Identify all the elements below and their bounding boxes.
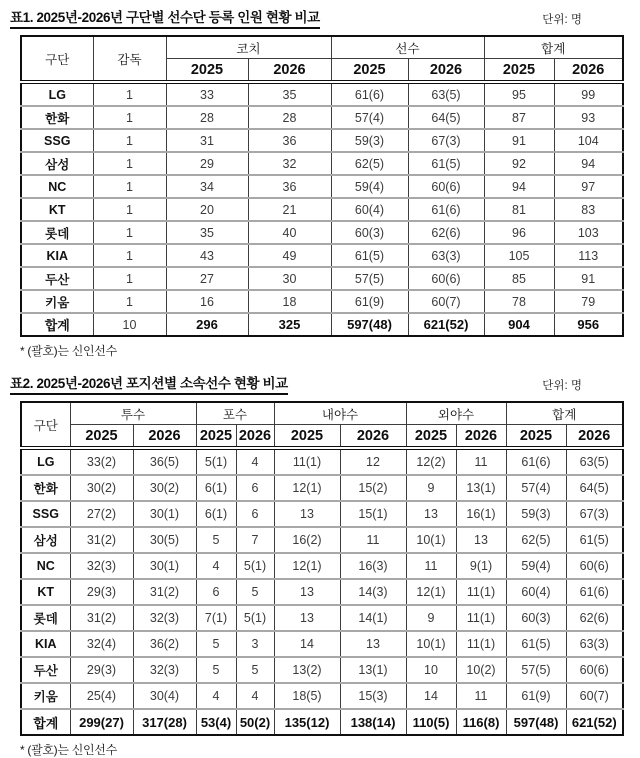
value-cell: 30(5) [133, 527, 196, 553]
team-name-cell: 한화 [21, 106, 93, 129]
value-cell: 1 [93, 129, 166, 152]
value-cell: 1 [93, 244, 166, 267]
value-cell: 61(5) [408, 152, 484, 175]
value-cell: 93 [554, 106, 623, 129]
value-cell: 11(1) [456, 605, 506, 631]
year-header: 2026 [236, 425, 274, 449]
value-cell: 61(9) [331, 290, 408, 313]
year-header: 2025 [274, 425, 340, 449]
value-cell: 63(3) [408, 244, 484, 267]
value-cell: 135(12) [274, 709, 340, 735]
table-row [21, 82, 623, 106]
value-cell: 16(1) [456, 501, 506, 527]
value-cell: 15(2) [340, 475, 406, 501]
year-header: 2026 [248, 59, 331, 83]
table-row [21, 129, 623, 152]
team-name-cell: 두산 [21, 267, 93, 290]
table1-title: 표1. 2025년-2026년 구단별 선수단 등록 인원 현황 비교 [10, 6, 320, 29]
value-cell: 12(1) [274, 553, 340, 579]
value-cell: 63(3) [566, 631, 623, 657]
table2-footnote: * (괄호)는 신인선수 [20, 743, 117, 757]
value-cell: 30(1) [133, 501, 196, 527]
value-cell: 11 [406, 553, 456, 579]
value-cell: 97 [554, 175, 623, 198]
value-cell: 956 [554, 313, 623, 336]
team-name-cell: KIA [21, 631, 70, 657]
table-row [21, 553, 623, 579]
table2-title-row [10, 372, 622, 395]
value-cell: 61(6) [408, 198, 484, 221]
value-cell: 5 [236, 579, 274, 605]
value-cell: 81 [484, 198, 554, 221]
value-cell: 50(2) [236, 709, 274, 735]
team-name-cell: 합계 [21, 709, 70, 735]
value-cell: 57(4) [331, 106, 408, 129]
value-cell: 92 [484, 152, 554, 175]
value-cell: 13 [274, 501, 340, 527]
team-name-cell: 삼성 [21, 527, 70, 553]
table-row [21, 605, 623, 631]
value-cell: 1 [93, 198, 166, 221]
table1-header-player: 선수 [331, 36, 484, 59]
value-cell: 67(3) [408, 129, 484, 152]
value-cell: 6(1) [196, 501, 236, 527]
value-cell: 597(48) [331, 313, 408, 336]
year-header: 2026 [456, 425, 506, 449]
value-cell: 30(4) [133, 683, 196, 709]
value-cell: 96 [484, 221, 554, 244]
value-cell: 61(6) [331, 82, 408, 106]
team-name-cell: NC [21, 553, 70, 579]
value-cell: 4 [236, 448, 274, 475]
team-name-cell: 두산 [21, 657, 70, 683]
value-cell: 16 [166, 290, 248, 313]
table2-unit-label: 단위: 명 [542, 380, 582, 392]
value-cell: 60(6) [566, 553, 623, 579]
value-cell: 62(6) [408, 221, 484, 244]
value-cell: 18 [248, 290, 331, 313]
value-cell: 59(3) [506, 501, 566, 527]
value-cell: 621(52) [408, 313, 484, 336]
value-cell: 28 [166, 106, 248, 129]
value-cell: 5 [196, 631, 236, 657]
value-cell: 59(3) [331, 129, 408, 152]
team-name-cell: 합계 [21, 313, 93, 336]
value-cell: 59(4) [331, 175, 408, 198]
value-cell: 36 [248, 175, 331, 198]
value-cell: 14(1) [340, 605, 406, 631]
table-row [21, 527, 623, 553]
value-cell: 10(2) [456, 657, 506, 683]
table2-header [21, 402, 623, 448]
value-cell: 57(5) [506, 657, 566, 683]
value-cell: 11 [340, 527, 406, 553]
value-cell: 105 [484, 244, 554, 267]
value-cell: 10(1) [406, 527, 456, 553]
value-cell: 325 [248, 313, 331, 336]
value-cell: 13 [274, 605, 340, 631]
value-cell: 60(4) [331, 198, 408, 221]
value-cell: 13(1) [456, 475, 506, 501]
table1-header [21, 36, 623, 82]
value-cell: 15(3) [340, 683, 406, 709]
value-cell: 94 [554, 152, 623, 175]
value-cell: 1 [93, 290, 166, 313]
value-cell: 10 [406, 657, 456, 683]
value-cell: 61(6) [506, 448, 566, 475]
team-name-cell: 롯데 [21, 605, 70, 631]
value-cell: 87 [484, 106, 554, 129]
table2-header-team: 구단 [21, 402, 70, 448]
value-cell: 21 [248, 198, 331, 221]
value-cell: 18(5) [274, 683, 340, 709]
table-row [21, 290, 623, 313]
table1-header-coach: 코치 [166, 36, 331, 59]
value-cell: 5 [236, 657, 274, 683]
value-cell: 30 [248, 267, 331, 290]
value-cell: 28 [248, 106, 331, 129]
value-cell: 61(6) [566, 579, 623, 605]
year-header: 2026 [340, 425, 406, 449]
team-name-cell: LG [21, 82, 93, 106]
value-cell: 30(2) [133, 475, 196, 501]
value-cell: 13 [274, 579, 340, 605]
value-cell: 7 [236, 527, 274, 553]
year-header: 2025 [196, 425, 236, 449]
value-cell: 27 [166, 267, 248, 290]
value-cell: 1 [93, 106, 166, 129]
value-cell: 31(2) [133, 579, 196, 605]
value-cell: 12(1) [274, 475, 340, 501]
value-cell: 10 [93, 313, 166, 336]
value-cell: 60(7) [566, 683, 623, 709]
team-name-cell: 키움 [21, 683, 70, 709]
value-cell: 31(2) [70, 527, 133, 553]
value-cell: 11 [456, 448, 506, 475]
table-row [21, 683, 623, 709]
value-cell: 5 [196, 527, 236, 553]
value-cell: 597(48) [506, 709, 566, 735]
value-cell: 32(3) [133, 657, 196, 683]
value-cell: 113 [554, 244, 623, 267]
value-cell: 13 [406, 501, 456, 527]
total-row [21, 313, 623, 336]
table2-header-infielder: 내야수 [274, 402, 406, 425]
value-cell: 13 [456, 527, 506, 553]
table-row [21, 106, 623, 129]
value-cell: 30(1) [133, 553, 196, 579]
table-row [21, 579, 623, 605]
value-cell: 32(3) [133, 605, 196, 631]
value-cell: 317(28) [133, 709, 196, 735]
value-cell: 14 [406, 683, 456, 709]
value-cell: 62(5) [331, 152, 408, 175]
year-header: 2025 [506, 425, 566, 449]
value-cell: 9 [406, 605, 456, 631]
value-cell: 20 [166, 198, 248, 221]
value-cell: 29 [166, 152, 248, 175]
value-cell: 6(1) [196, 475, 236, 501]
value-cell: 29(3) [70, 579, 133, 605]
value-cell: 15(1) [340, 501, 406, 527]
team-name-cell: KT [21, 579, 70, 605]
team-name-cell: 삼성 [21, 152, 93, 175]
table-row [21, 244, 623, 267]
table-row [21, 175, 623, 198]
table2-header-total: 합계 [506, 402, 623, 425]
table1-header-team: 구단 [21, 36, 93, 82]
value-cell: 138(14) [340, 709, 406, 735]
value-cell: 621(52) [566, 709, 623, 735]
value-cell: 78 [484, 290, 554, 313]
value-cell: 11(1) [274, 448, 340, 475]
value-cell: 4 [196, 553, 236, 579]
value-cell: 904 [484, 313, 554, 336]
team-name-cell: 롯데 [21, 221, 93, 244]
value-cell: 299(27) [70, 709, 133, 735]
value-cell: 29(3) [70, 657, 133, 683]
table2-title: 표2. 2025년-2026년 포지션별 소속선수 현황 비교 [10, 372, 288, 395]
value-cell: 104 [554, 129, 623, 152]
value-cell: 1 [93, 267, 166, 290]
table-row [21, 221, 623, 244]
value-cell: 49 [248, 244, 331, 267]
table-row [21, 152, 623, 175]
value-cell: 32 [248, 152, 331, 175]
total-row [21, 709, 623, 735]
value-cell: 91 [484, 129, 554, 152]
table1-title-row [10, 6, 622, 29]
value-cell: 64(5) [566, 475, 623, 501]
table2 [20, 401, 624, 736]
value-cell: 59(4) [506, 553, 566, 579]
value-cell: 14 [274, 631, 340, 657]
value-cell: 30(2) [70, 475, 133, 501]
value-cell: 103 [554, 221, 623, 244]
value-cell: 61(5) [506, 631, 566, 657]
team-name-cell: SSG [21, 501, 70, 527]
value-cell: 40 [248, 221, 331, 244]
value-cell: 5(1) [196, 448, 236, 475]
value-cell: 1 [93, 82, 166, 106]
value-cell: 13(2) [274, 657, 340, 683]
value-cell: 60(6) [408, 175, 484, 198]
value-cell: 12(2) [406, 448, 456, 475]
value-cell: 12(1) [406, 579, 456, 605]
value-cell: 61(9) [506, 683, 566, 709]
value-cell: 11(1) [456, 631, 506, 657]
year-header: 2026 [408, 59, 484, 83]
table1-unit-label: 단위: 명 [542, 14, 582, 26]
year-header: 2025 [484, 59, 554, 83]
value-cell: 79 [554, 290, 623, 313]
value-cell: 43 [166, 244, 248, 267]
table-row [21, 475, 623, 501]
table-row [21, 267, 623, 290]
value-cell: 62(5) [506, 527, 566, 553]
value-cell: 296 [166, 313, 248, 336]
value-cell: 33(2) [70, 448, 133, 475]
value-cell: 57(5) [331, 267, 408, 290]
value-cell: 53(4) [196, 709, 236, 735]
value-cell: 5(1) [236, 553, 274, 579]
team-name-cell: KIA [21, 244, 93, 267]
value-cell: 31 [166, 129, 248, 152]
value-cell: 25(4) [70, 683, 133, 709]
value-cell: 9(1) [456, 553, 506, 579]
value-cell: 60(3) [506, 605, 566, 631]
team-name-cell: SSG [21, 129, 93, 152]
table1-body [21, 82, 623, 336]
value-cell: 35 [166, 221, 248, 244]
value-cell: 67(3) [566, 501, 623, 527]
value-cell: 63(5) [566, 448, 623, 475]
value-cell: 110(5) [406, 709, 456, 735]
value-cell: 7(1) [196, 605, 236, 631]
table-row [21, 657, 623, 683]
value-cell: 60(3) [331, 221, 408, 244]
table2-body [21, 448, 623, 735]
value-cell: 64(5) [408, 106, 484, 129]
year-header: 2026 [554, 59, 623, 83]
table-row [21, 448, 623, 475]
table1-header-total: 합계 [484, 36, 623, 59]
value-cell: 36 [248, 129, 331, 152]
team-name-cell: NC [21, 175, 93, 198]
value-cell: 35 [248, 82, 331, 106]
value-cell: 3 [236, 631, 274, 657]
table1 [20, 35, 624, 337]
value-cell: 4 [196, 683, 236, 709]
value-cell: 13 [340, 631, 406, 657]
table1-header-manager: 감독 [93, 36, 166, 82]
value-cell: 32(3) [70, 553, 133, 579]
table2-header-catcher: 포수 [196, 402, 274, 425]
value-cell: 12 [340, 448, 406, 475]
value-cell: 60(4) [506, 579, 566, 605]
table2-header-pitcher: 투수 [70, 402, 196, 425]
value-cell: 27(2) [70, 501, 133, 527]
table2-header-outfielder: 외야수 [406, 402, 506, 425]
team-name-cell: 키움 [21, 290, 93, 313]
value-cell: 9 [406, 475, 456, 501]
table-row [21, 631, 623, 657]
value-cell: 1 [93, 221, 166, 244]
value-cell: 36(2) [133, 631, 196, 657]
value-cell: 1 [93, 175, 166, 198]
value-cell: 36(5) [133, 448, 196, 475]
table-row [21, 501, 623, 527]
value-cell: 85 [484, 267, 554, 290]
team-name-cell: 한화 [21, 475, 70, 501]
team-name-cell: KT [21, 198, 93, 221]
value-cell: 11(1) [456, 579, 506, 605]
year-header: 2025 [331, 59, 408, 83]
year-header: 2026 [566, 425, 623, 449]
value-cell: 4 [236, 683, 274, 709]
value-cell: 5(1) [236, 605, 274, 631]
value-cell: 13(1) [340, 657, 406, 683]
value-cell: 14(3) [340, 579, 406, 605]
team-name-cell: LG [21, 448, 70, 475]
value-cell: 34 [166, 175, 248, 198]
year-header: 2025 [70, 425, 133, 449]
value-cell: 6 [196, 579, 236, 605]
year-header: 2025 [406, 425, 456, 449]
year-header: 2025 [166, 59, 248, 83]
value-cell: 5 [196, 657, 236, 683]
value-cell: 31(2) [70, 605, 133, 631]
value-cell: 99 [554, 82, 623, 106]
value-cell: 1 [93, 152, 166, 175]
value-cell: 6 [236, 475, 274, 501]
value-cell: 116(8) [456, 709, 506, 735]
value-cell: 61(5) [331, 244, 408, 267]
value-cell: 83 [554, 198, 623, 221]
table-row [21, 198, 623, 221]
value-cell: 10(1) [406, 631, 456, 657]
value-cell: 6 [236, 501, 274, 527]
value-cell: 95 [484, 82, 554, 106]
value-cell: 91 [554, 267, 623, 290]
value-cell: 60(7) [408, 290, 484, 313]
value-cell: 60(6) [408, 267, 484, 290]
value-cell: 57(4) [506, 475, 566, 501]
value-cell: 11 [456, 683, 506, 709]
value-cell: 16(2) [274, 527, 340, 553]
value-cell: 63(5) [408, 82, 484, 106]
value-cell: 60(6) [566, 657, 623, 683]
value-cell: 16(3) [340, 553, 406, 579]
value-cell: 33 [166, 82, 248, 106]
year-header: 2026 [133, 425, 196, 449]
value-cell: 62(6) [566, 605, 623, 631]
table1-footnote: * (괄호)는 신인선수 [20, 344, 117, 358]
value-cell: 32(4) [70, 631, 133, 657]
value-cell: 94 [484, 175, 554, 198]
value-cell: 61(5) [566, 527, 623, 553]
